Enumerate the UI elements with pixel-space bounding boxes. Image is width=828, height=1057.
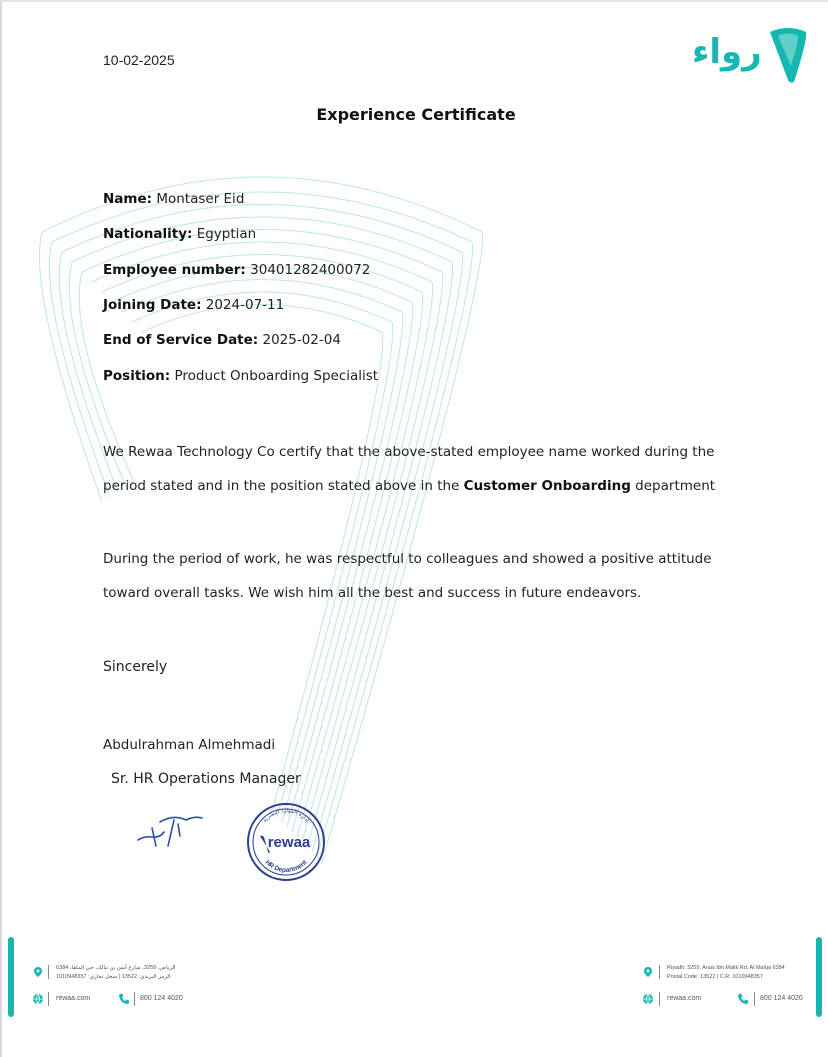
field-employee-number <box>103 262 370 278</box>
footer-separator <box>48 965 49 979</box>
stamp-top-text: إدارة الموارد البشرية <box>262 807 310 824</box>
location-pin-icon <box>32 966 44 978</box>
paragraph-line: During the period of work, he was respectful to colleagues and showed a positive attitude <box>103 551 712 567</box>
text-span: period stated and in the position stated above in the <box>103 478 464 494</box>
paragraph-line: We Rewaa Technology Co certify that the above-stated employee name worked during the <box>103 444 715 460</box>
logo-wordmark: رواء <box>692 32 762 72</box>
field-end-of-service-date <box>103 332 341 348</box>
field-label: Employee number: <box>103 262 246 278</box>
footer-phone-left: 800 124 4020 <box>140 995 183 1002</box>
paragraph-line: toward overall tasks. We wish him all the best and success in future endeavors. <box>103 585 642 601</box>
svg-text:HR Department <box>264 858 309 874</box>
footer-separator <box>754 992 755 1006</box>
field-position <box>103 368 378 384</box>
signer-role: Sr. HR Operations Manager <box>111 771 301 787</box>
footer-accent-bar-left <box>8 937 14 1017</box>
footer-separator <box>134 992 135 1006</box>
text-span: department <box>630 478 716 494</box>
phone-icon <box>118 993 130 1005</box>
footer-accent-bar-right <box>816 937 822 1017</box>
field-label: Name: <box>103 191 153 207</box>
document-date: 10-02-2025 <box>103 52 175 68</box>
field-value: 2024-07-11 <box>201 297 285 313</box>
phone-icon <box>737 993 749 1005</box>
handwritten-signature <box>134 806 206 852</box>
field-label: Nationality: <box>103 226 193 242</box>
footer-separator <box>659 992 660 1006</box>
footer-separator <box>659 965 660 979</box>
footer-address-en-line2: Postal Code: 13522 | C.R: 1010948357 <box>667 974 763 980</box>
footer-address-en-line1: Riyadh: 3259, Anas Ibn Malik Rd, Al Malqa 6384 <box>667 965 785 971</box>
globe-icon <box>642 993 654 1005</box>
location-pin-icon <box>642 966 654 978</box>
footer-website-right: rewaa.com <box>667 995 702 1002</box>
field-nationality <box>103 226 256 242</box>
stamp-brand: rewaa <box>267 834 311 851</box>
stamp-bottom-text: HR Department <box>263 858 309 875</box>
footer-separator <box>48 992 49 1006</box>
company-logo <box>692 26 812 90</box>
field-joining-date <box>103 297 284 313</box>
field-label: End of Service Date: <box>103 332 259 348</box>
closing-sincerely: Sincerely <box>103 659 168 675</box>
globe-icon <box>32 993 44 1005</box>
field-label: Position: <box>103 368 171 384</box>
paragraph-line <box>103 469 743 503</box>
department-name: Customer Onboarding <box>463 478 631 494</box>
footer-address-ar-line2: الرمز البريدي: 13522 | سجل تجاري: 1010948357 <box>56 974 171 980</box>
field-value: 2025-02-04 <box>258 332 341 348</box>
document-title: Experience Certificate <box>316 105 516 124</box>
footer-phone-right: 800 124 4020 <box>760 995 803 1002</box>
svg-text:إدارة الموارد البشرية <box>262 808 310 824</box>
signer-name: Abdulrahman Almehmadi <box>103 737 276 753</box>
logo-drop-icon <box>768 26 808 84</box>
field-value: Egyptian <box>192 226 257 242</box>
field-value: 30401282400072 <box>245 262 371 278</box>
footer-website-left: rewaa.com <box>56 995 91 1002</box>
field-value: Product Onboarding Specialist <box>170 368 379 384</box>
certification-paragraph <box>103 435 743 503</box>
conduct-paragraph <box>103 542 743 610</box>
field-label: Joining Date: <box>103 297 202 313</box>
hr-department-stamp <box>246 802 326 882</box>
field-name <box>103 191 244 207</box>
field-value: Montaser Eid <box>152 191 245 207</box>
footer-address-ar-line1: الرياض، 3259، شارع أنس بن مالك، حي الملقا، 6384 <box>56 965 176 971</box>
